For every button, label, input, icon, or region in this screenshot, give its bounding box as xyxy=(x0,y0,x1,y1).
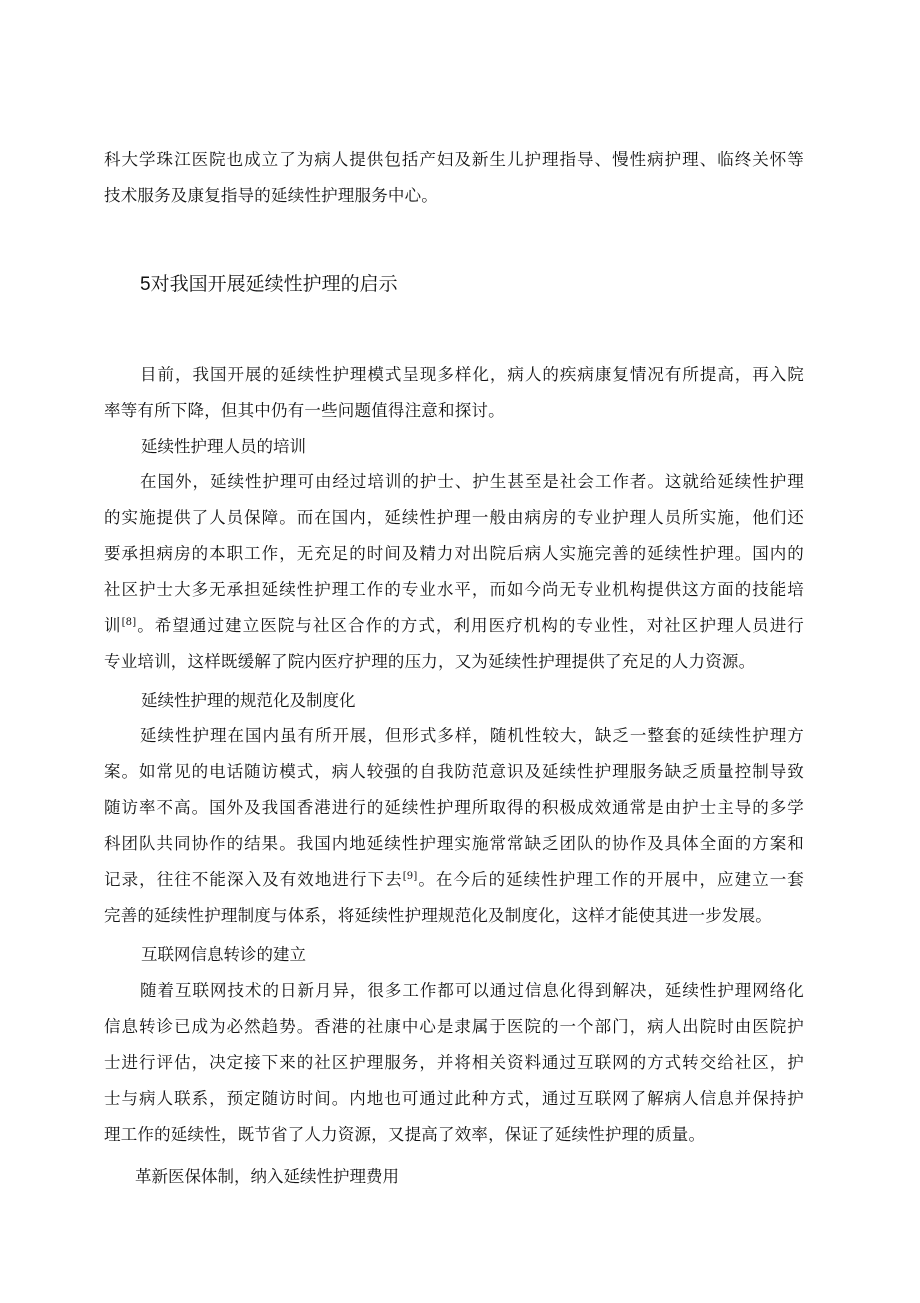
paragraph-line: 社区护士大多无承担延续性护理工作的专业水平，而如今尚无专业机构提供这方面的技能培 xyxy=(104,580,804,599)
subsection-paragraph xyxy=(104,718,804,934)
paragraph-line: 完善的延续性护理制度与体系，将延续性护理规范化及制度化，这样才能使其进一步发展。 xyxy=(104,906,772,925)
paragraph-line: 随访率不高。国外及我国香港进行的延续性护理所取得的积极成效通常是由护士主导的多学 xyxy=(104,798,804,817)
paragraph-line: 延续性护理在国内虽有所开展，但形式多样，随机性较大，缺乏一整套的延续性护理方 xyxy=(140,726,804,745)
paragraph-line: 士与病人联系，预定随访时间。内地也可通过此种方式，通过互联网了解病人信息并保持护 xyxy=(104,1089,804,1108)
paragraph-line: 专业培训，这样既缓解了院内医疗护理的压力，又为延续性护理提供了充足的人力资源。 xyxy=(104,652,756,671)
section-heading: 5对我国开展延续性护理的启示 xyxy=(140,274,398,295)
paragraph-line: 信息转诊已成为必然趋势。香港的社康中心是隶属于医院的一个部门，病人出院时由医院护 xyxy=(104,1017,804,1036)
paragraph-line: 在国外，延续性护理可由经过培训的护士、护生甚至是社会工作者。这就给延续性护理 xyxy=(140,472,804,491)
paragraph-line: 科大学珠江医院也成立了为病人提供包括产妇及新生儿护理指导、慢性病护理、临终关怀等 xyxy=(104,150,804,169)
subsection-title: 互联网信息转诊的建立 xyxy=(141,945,306,964)
paragraph-line: 士进行评估，决定接下来的社区护理服务，并将相关资料通过互联网的方式转交给社区，护 xyxy=(104,1053,804,1072)
paragraph-line: 率等有所下降，但其中仍有一些问题值得注意和探讨。 xyxy=(104,401,505,420)
line-text: 。在今后的延续性护理工作的开展中，应建立一套 xyxy=(417,870,804,889)
line-text: 记录，往往不能深入及有效地进行下去 xyxy=(104,870,403,889)
paragraph-line-with-citation xyxy=(104,862,804,898)
subsection-title: 革新医保体制，纳入延续性护理费用 xyxy=(135,1167,399,1186)
citation: [8] xyxy=(121,617,137,628)
subsection-paragraph xyxy=(104,464,804,680)
paragraph-line: 理工作的延续性，既节省了人力资源，又提高了效率，保证了延续性护理的质量。 xyxy=(104,1125,706,1144)
paragraph-line: 目前，我国开展的延续性护理模式呈现多样化，病人的疾病康复情况有所提高，再入院 xyxy=(140,365,804,384)
paragraph-line: 要承担病房的本职工作，无充足的时间及精力对出院后病人实施完善的延续性护理。国内的 xyxy=(104,544,804,563)
overview-paragraph xyxy=(104,357,804,429)
intro-paragraph xyxy=(104,142,804,214)
citation: [9] xyxy=(402,871,418,882)
paragraph-line: 随着互联网技术的日新月异，很多工作都可以通过信息化得到解决，延续性护理网络化 xyxy=(140,981,804,1000)
paragraph-line: 的实施提供了人员保障。而在国内，延续性护理一般由病房的专业护理人员所实施，他们还 xyxy=(104,508,804,527)
line-text: 训 xyxy=(104,616,122,635)
subsection-paragraph xyxy=(104,973,804,1153)
paragraph-line-with-citation xyxy=(104,608,804,644)
paragraph-line: 科团队共同协作的结果。我国内地延续性护理实施常常缺乏团队的协作及具体全面的方案和 xyxy=(104,834,804,853)
paragraph-line: 技术服务及康复指导的延续性护理服务中心。 xyxy=(104,186,438,205)
line-text: 。希望通过建立医院与社区合作的方式，利用医疗机构的专业性，对社区护理人员进行 xyxy=(136,616,804,635)
subsection-title: 延续性护理人员的培训 xyxy=(141,437,306,456)
subsection-title: 延续性护理的规范化及制度化 xyxy=(141,691,356,710)
paragraph-line: 案。如常见的电话随访模式，病人较强的自我防范意识及延续性护理服务缺乏质量控制导致 xyxy=(104,762,804,781)
